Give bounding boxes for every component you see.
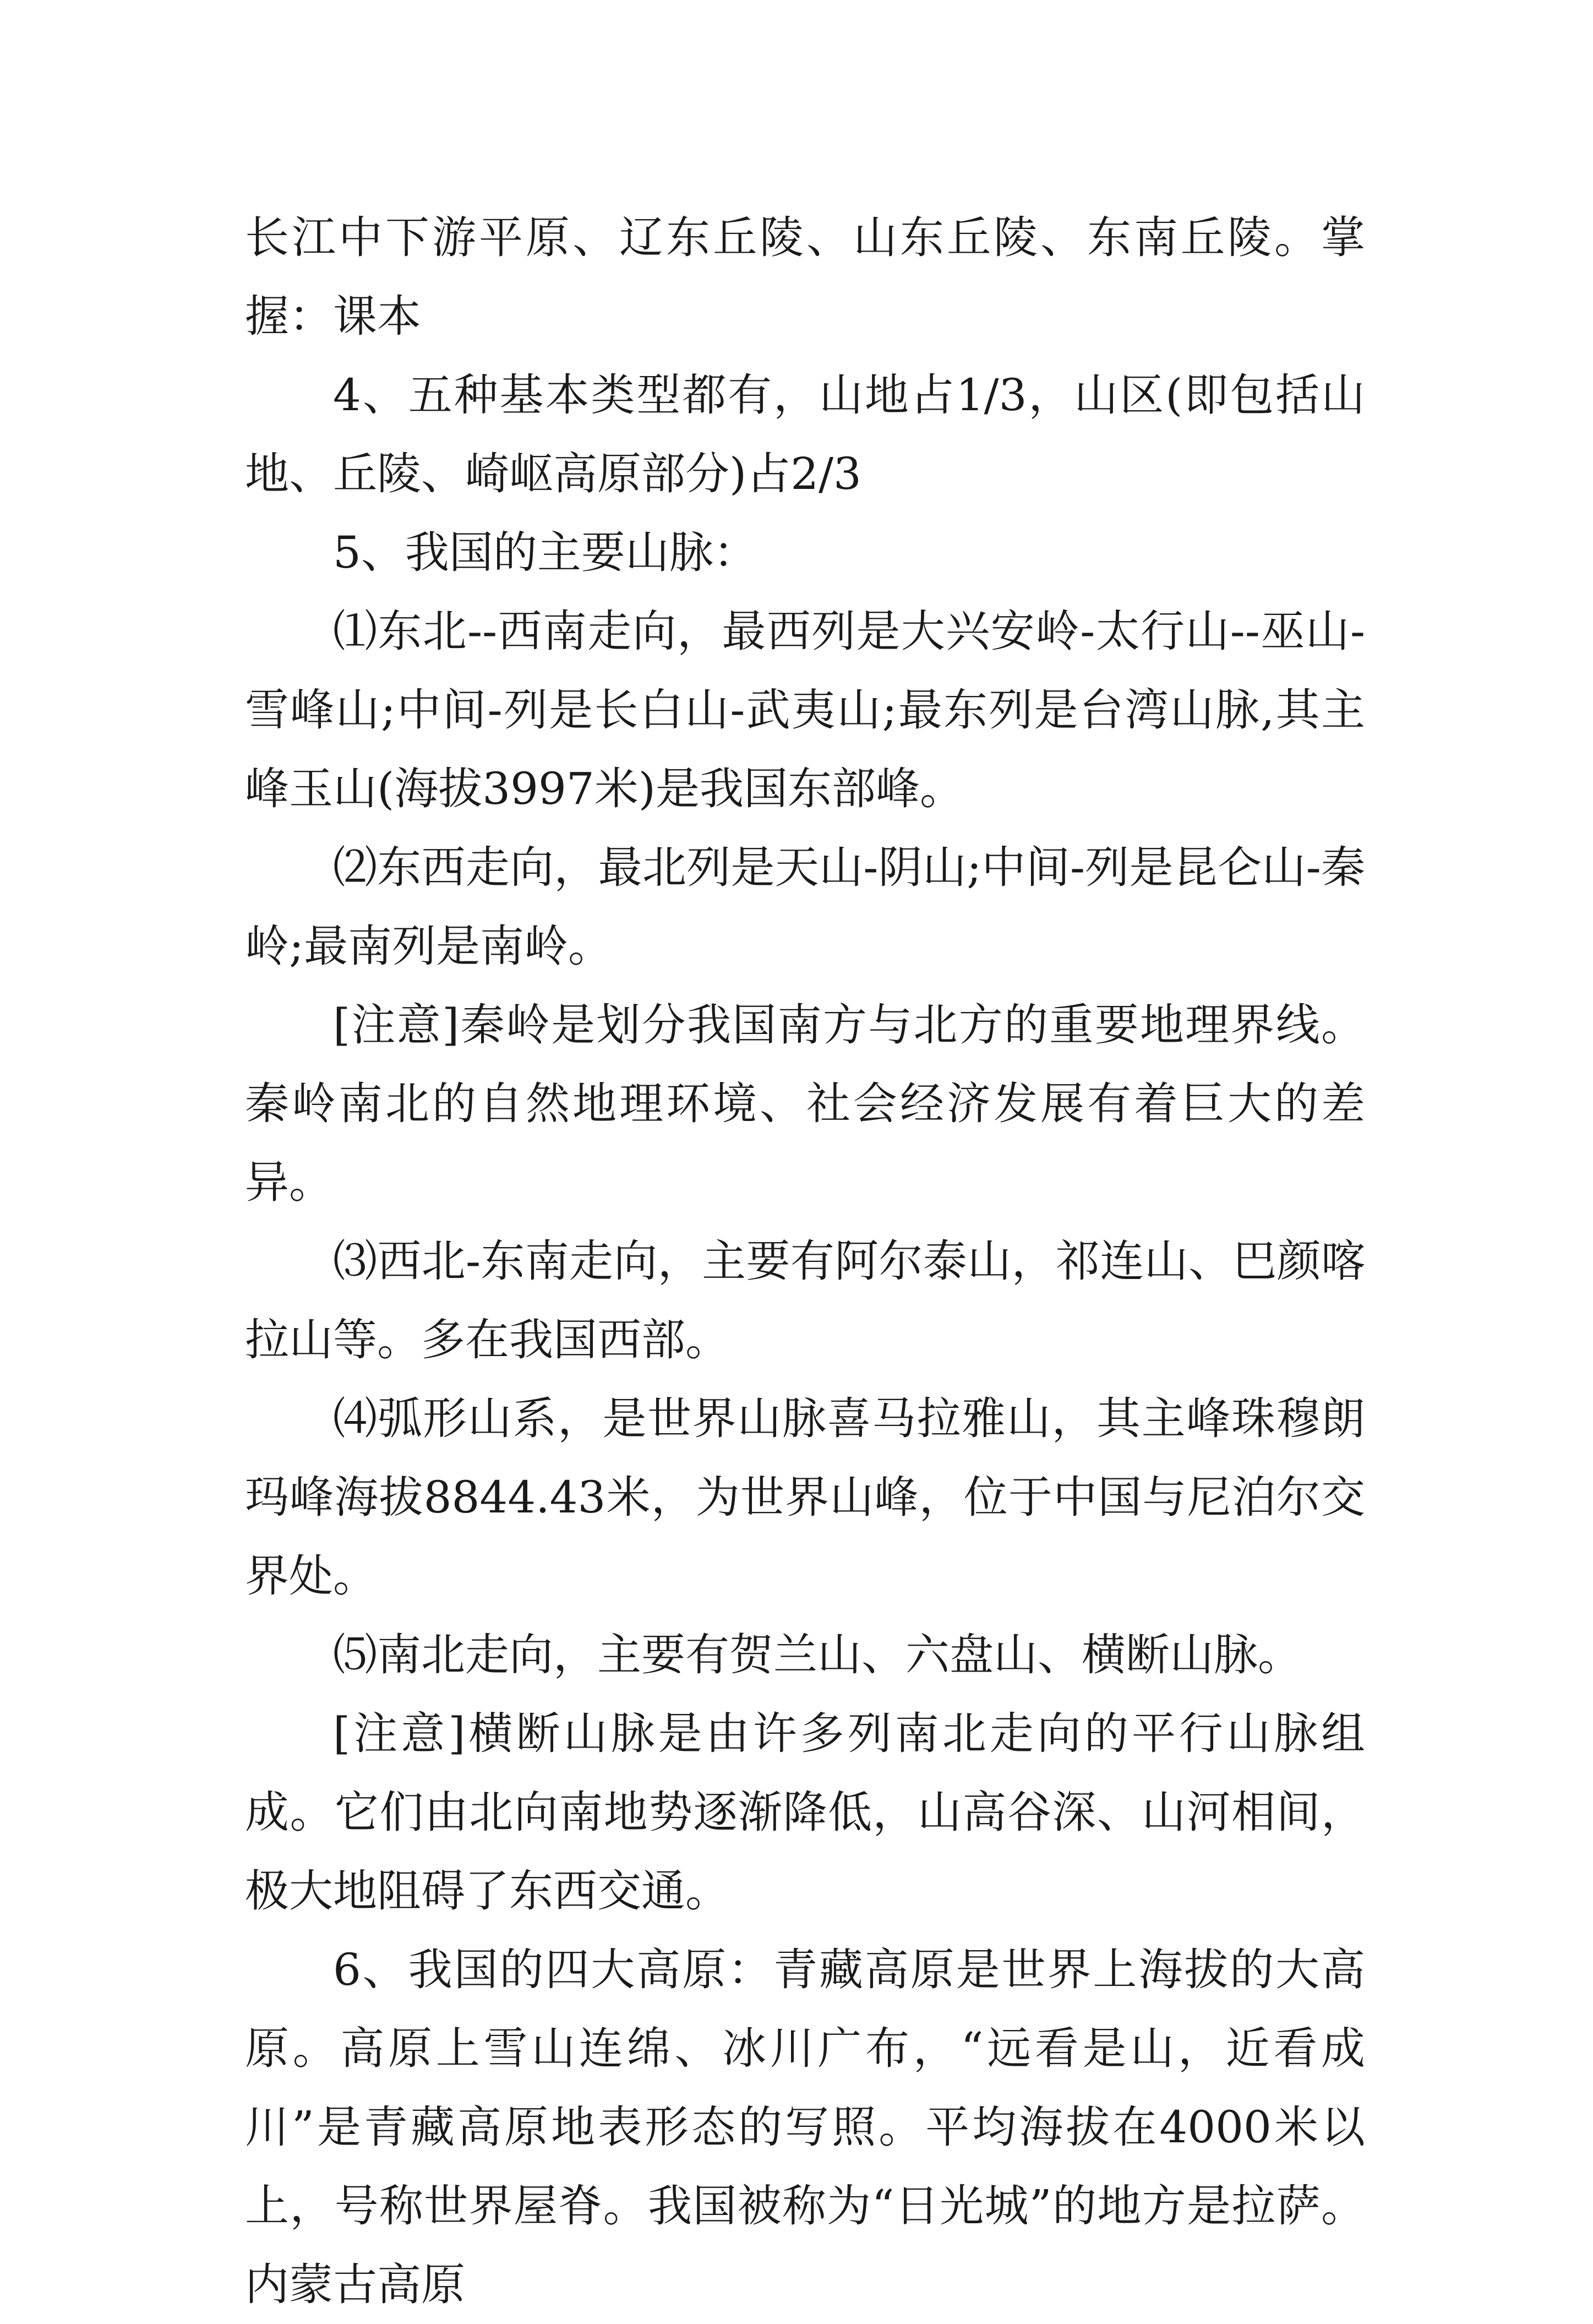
paragraph-note-hengduan: [注意]横断山脉是由许多列南北走向的平行山脉组成。它们由北向南地势逐渐降低，山高谷深、山河相间，极大地阻碍了东西交通。 xyxy=(245,1708,1365,1917)
document-body xyxy=(245,198,1365,2324)
paragraph-item-4: 4、五种基本类型都有，山地占1/3，山区(即包括山地、丘陵、崎岖高原部分)占2/3 xyxy=(245,369,1365,499)
paragraph-item-5-heading: 5、我国的主要山脉： xyxy=(333,527,757,578)
paragraph-mountains-e-w: ⑵东西走向，最北列是天山-阴山;中间-列是昆仑山-秦岭;最南列是南岭。 xyxy=(245,842,1365,972)
paragraph-item-6-plateaus: 6、我国的四大高原：青藏高原是世界上海拔的大高原。高原上雪山连绵、冰川广布，“远看是山，近看成川”是青藏高原地表形态的写照。平均海拔在4000米以上，号称世界屋脊。我国被称为“日光城”的地方是拉萨。内蒙古高原 xyxy=(245,1944,1365,2310)
paragraph-mountains-arc: ⑷弧形山系，是世界山脉喜马拉雅山，其主峰珠穆朗玛峰海拔8844.43米，为世界山峰，位于中国与尼泊尔交界处。 xyxy=(245,1393,1365,1602)
paragraph-mountains-ne-sw: ⑴东北--西南走向，最西列是大兴安岭-太行山--巫山-雪峰山;中间-列是长白山-武夷山;最东列是台湾山脉,其主峰玉山(海拔3997米)是我国东部峰。 xyxy=(245,606,1365,814)
paragraph-continued: 长江中下游平原、辽东丘陵、山东丘陵、东南丘陵。掌握：课本 xyxy=(245,212,1365,342)
paragraph-note-qinling: [注意]秦岭是划分我国南方与北方的重要地理界线。秦岭南北的自然地理环境、社会经济发展有着巨大的差异。 xyxy=(245,999,1365,1208)
paragraph-mountains-nw-se: ⑶西北-东南走向，主要有阿尔泰山，祁连山、巴颜喀拉山等。多在我国西部。 xyxy=(245,1236,1365,1365)
paragraph-mountains-n-s: ⑸南北走向，主要有贺兰山、六盘山、横断山脉。 xyxy=(333,1629,1302,1680)
